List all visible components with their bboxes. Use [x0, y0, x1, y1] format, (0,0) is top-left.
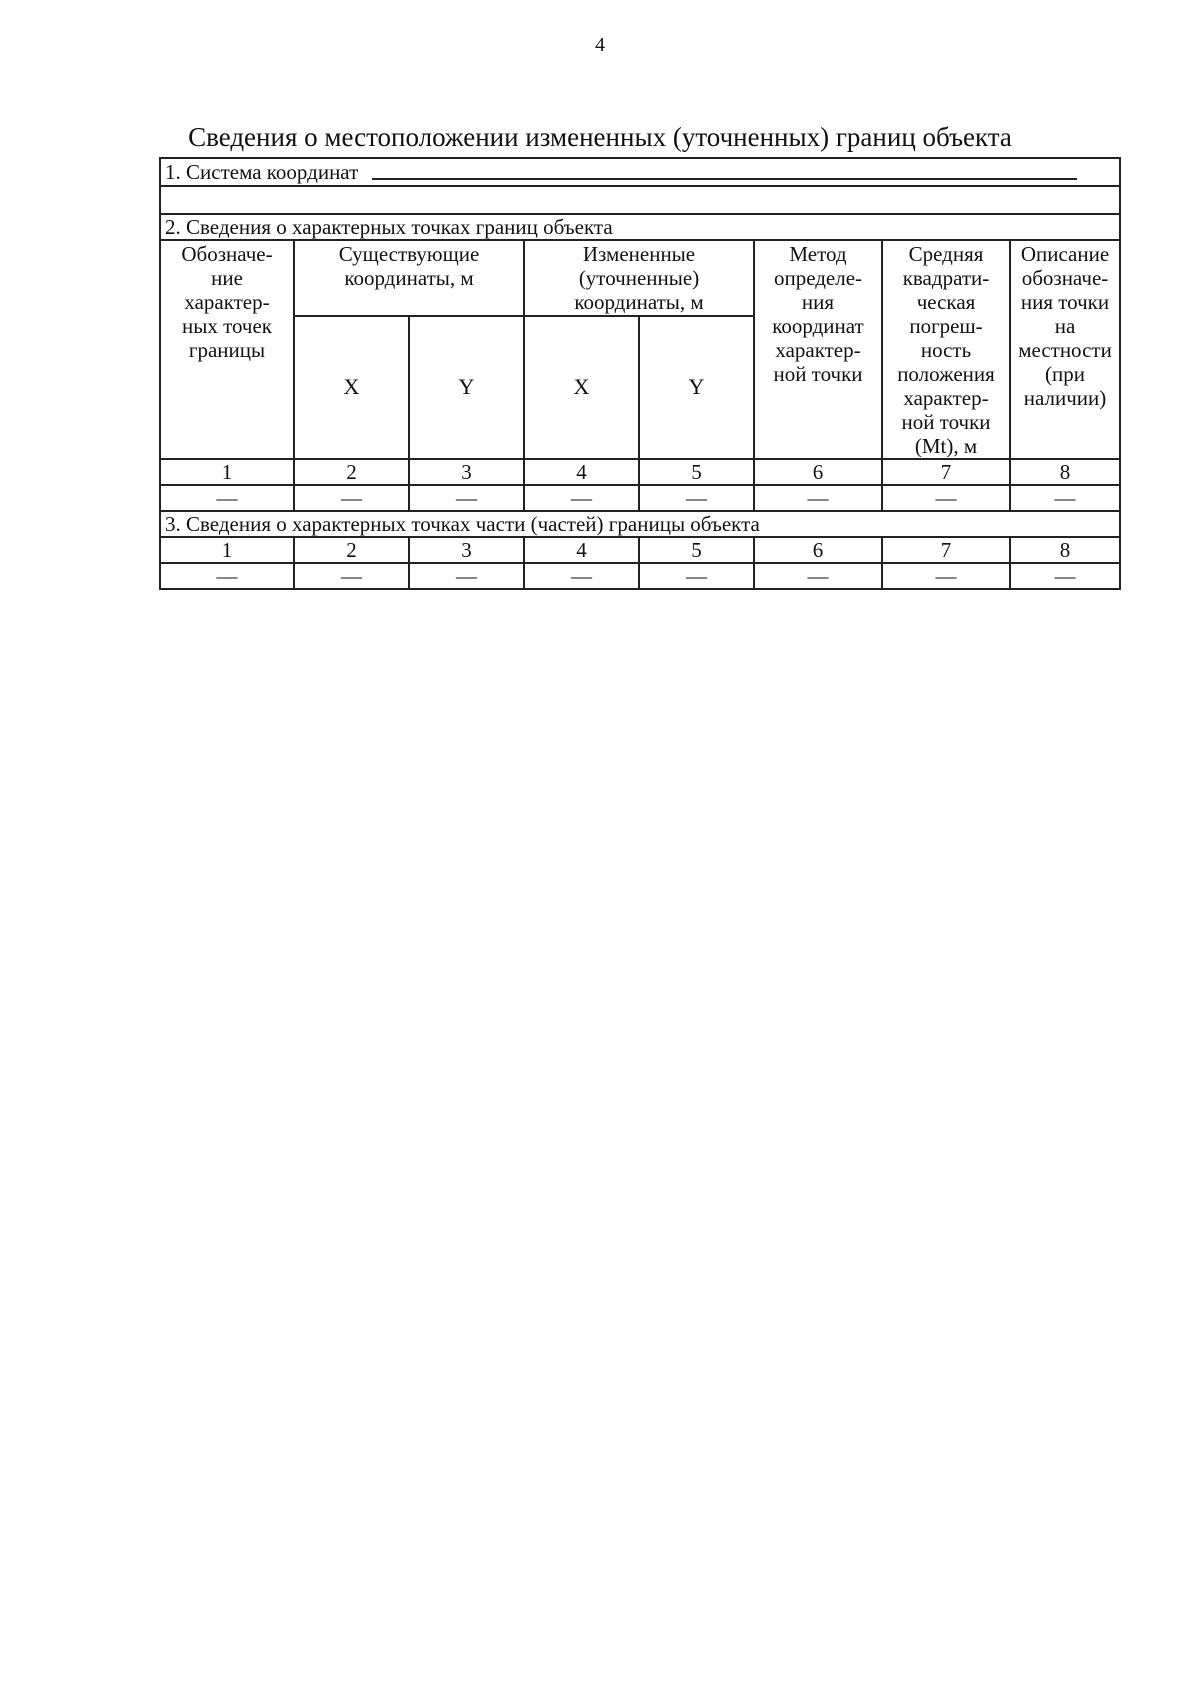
table-cell: —	[639, 485, 754, 511]
header-point-description: Описание обозначе- ния точки на местности (при наличии)	[1010, 240, 1120, 459]
table-cell: —	[160, 485, 294, 511]
section3-column-numbers-row	[160, 537, 1120, 563]
column-number: 4	[524, 537, 639, 563]
table-cell: —	[294, 563, 409, 589]
coordinate-system-row	[160, 158, 1120, 186]
header-changed-coordinates: Измененные (уточненные) координаты, м	[524, 240, 754, 316]
table-cell: —	[754, 563, 882, 589]
section3-title-row	[160, 511, 1120, 537]
column-number: 3	[409, 537, 524, 563]
document-title: Сведения о местоположении измененных (уточненных) границ объекта	[188, 122, 1012, 152]
column-number: 1	[160, 459, 294, 485]
table-cell: —	[1010, 485, 1120, 511]
column-number: 7	[882, 459, 1010, 485]
header-existing-y: Y	[409, 316, 524, 459]
table-cell: —	[294, 485, 409, 511]
section2-column-numbers-row	[160, 459, 1120, 485]
section2-header-row	[160, 240, 1120, 316]
table-cell: —	[882, 563, 1010, 589]
header-changed-y: Y	[639, 316, 754, 459]
column-number: 8	[1010, 537, 1120, 563]
table-cell: —	[160, 563, 294, 589]
column-number: 2	[294, 459, 409, 485]
column-number: 5	[639, 537, 754, 563]
header-point-designation: Обозначе- ние характер- ных точек границы	[160, 240, 294, 459]
table-cell: —	[524, 563, 639, 589]
table-cell: —	[754, 485, 882, 511]
column-number: 7	[882, 537, 1010, 563]
coordinate-system-cell	[160, 158, 1120, 186]
header-mean-square-error: Средняя квадрати- ческая погреш- ность положения характер- ной точки (Mt), м	[882, 240, 1010, 459]
header-changed-x: X	[524, 316, 639, 459]
section3-data-row	[160, 563, 1120, 589]
column-number: 5	[639, 459, 754, 485]
column-number: 4	[524, 459, 639, 485]
header-existing-x: X	[294, 316, 409, 459]
table-cell: —	[409, 563, 524, 589]
section2-title: 2. Сведения о характерных точках границ объекта	[160, 214, 1120, 240]
column-number: 8	[1010, 459, 1120, 485]
column-number: 6	[754, 459, 882, 485]
table-cell: —	[639, 563, 754, 589]
section3-title: 3. Сведения о характерных точках части (частей) границы объекта	[160, 511, 1120, 537]
page-number: 4	[595, 34, 605, 56]
section2-data-row	[160, 485, 1120, 511]
header-existing-coordinates: Существующие координаты, м	[294, 240, 524, 316]
column-number: 1	[160, 537, 294, 563]
table-cell: —	[882, 485, 1010, 511]
coordinate-system-blank-line	[372, 177, 1077, 180]
table-cell: —	[524, 485, 639, 511]
section2-title-row	[160, 214, 1120, 240]
blank-row	[160, 186, 1120, 214]
blank-cell	[160, 186, 1120, 214]
boundary-info-table	[159, 157, 1121, 590]
table-cell: —	[1010, 563, 1120, 589]
column-number: 3	[409, 459, 524, 485]
column-number: 2	[294, 537, 409, 563]
column-number: 6	[754, 537, 882, 563]
table-cell: —	[409, 485, 524, 511]
coordinate-system-label: 1. Система координат	[165, 160, 359, 184]
header-method: Метод определе- ния координат характер- ной точки	[754, 240, 882, 459]
